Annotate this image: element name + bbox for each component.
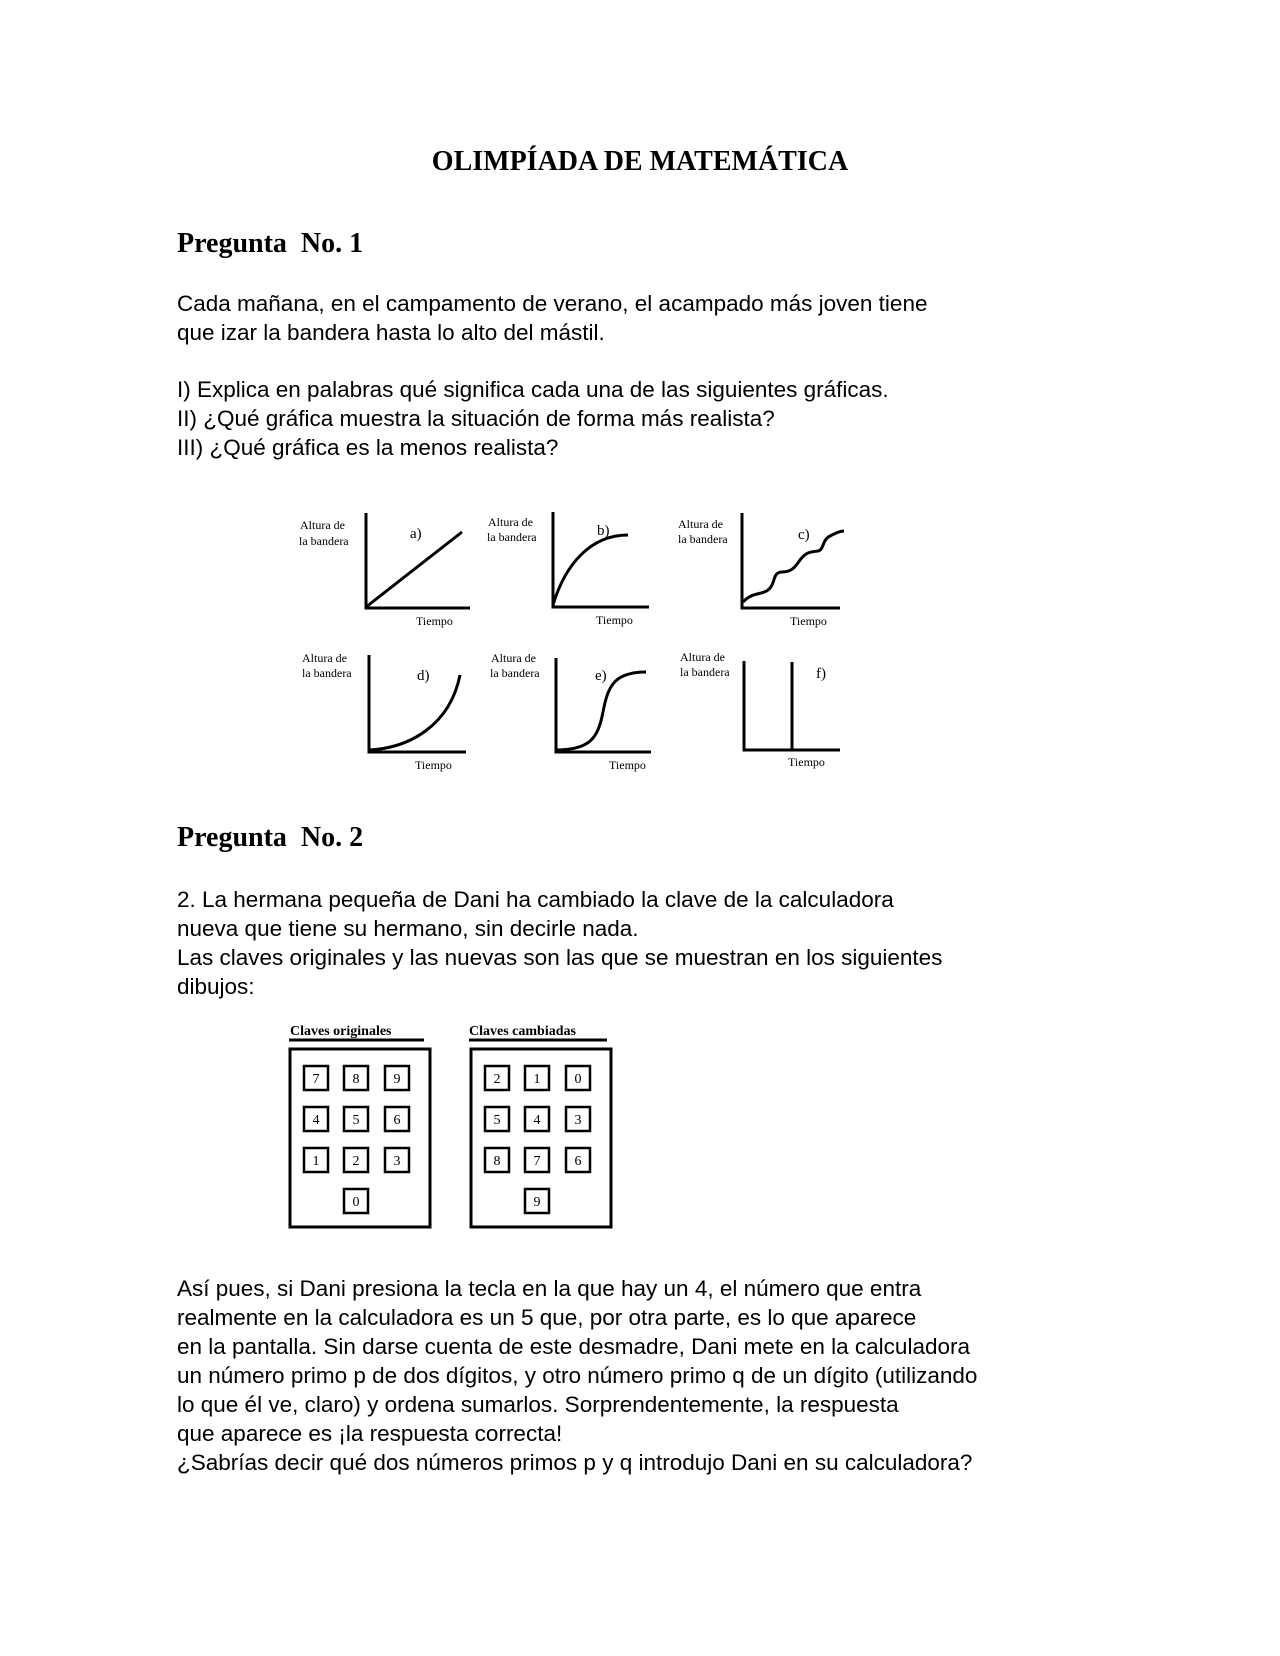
graph-c-label: c): [798, 527, 810, 543]
graph-d-ylabel: Altura de: [302, 651, 347, 665]
changed-key-5: 5: [493, 1113, 501, 1128]
changed-key-6: 6: [574, 1154, 582, 1169]
changed-key-4: 4: [533, 1113, 541, 1128]
text-line: en la pantalla. Sin darse cuenta de este desmadre, Dani mete en la calculadora: [177, 1334, 970, 1359]
original-key-9: 9: [393, 1072, 401, 1087]
changed-keypad-keys: [485, 1066, 590, 1213]
text-line: que izar la bandera hasta lo alto del mástil.: [177, 320, 605, 345]
graph-c-xlabel: Tiempo: [790, 614, 827, 628]
text-line: que aparece es ¡la respuesta correcta!: [177, 1421, 563, 1446]
graph-a-ylabel: Altura de: [300, 518, 345, 532]
original-key-4: 4: [312, 1113, 320, 1128]
changed-key-2: 2: [493, 1072, 501, 1087]
original-key-8: 8: [352, 1072, 360, 1087]
text-line: nueva que tiene su hermano, sin decirle nada.: [177, 916, 639, 941]
graph-b-xlabel: Tiempo: [596, 613, 633, 627]
graph-b-label: b): [597, 523, 610, 539]
changed-key-8: 8: [493, 1154, 501, 1169]
text-line: III) ¿Qué gráfica es la menos realista?: [177, 435, 559, 460]
graph-e-ylabel: Altura de: [491, 651, 536, 665]
graph-f-ylabel: Altura de: [680, 650, 725, 664]
graph-f-label: f): [816, 666, 826, 682]
page-title: OLIMPÍADA DE MATEMÁTICA: [431, 146, 849, 177]
text-line: I) Explica en palabras qué significa cada una de las siguientes gráficas.: [177, 377, 889, 402]
original-key-6: 6: [393, 1113, 401, 1128]
original-key-3: 3: [393, 1154, 401, 1169]
text-line: ¿Sabrías decir qué dos números primos p y q introdujo Dani en su calculadora?: [177, 1450, 973, 1475]
graph-c-ylabel: Altura de: [678, 517, 723, 531]
graph-e-xlabel: Tiempo: [609, 758, 646, 772]
text-line: dibujos:: [177, 974, 255, 999]
graph-b-ylabel: Altura de: [488, 515, 533, 529]
question-1-heading: Pregunta No. 1: [177, 228, 364, 259]
graph-e-ylabel-2: la bandera: [490, 666, 540, 680]
original-key-5: 5: [352, 1113, 360, 1128]
text-line: un número primo p de dos dígitos, y otro número primo q de un dígito (utilizando: [177, 1363, 978, 1388]
changed-key-0: 0: [574, 1072, 582, 1087]
original-key-1: 1: [312, 1154, 320, 1169]
text-line: Así pues, si Dani presiona la tecla en la que hay un 4, el número que entra: [177, 1276, 922, 1301]
question-2-body: [177, 1274, 1197, 1477]
original-key-0: 0: [352, 1195, 360, 1210]
graph-d-xlabel: Tiempo: [415, 758, 452, 772]
original-keypad-title: Claves originales: [290, 1024, 392, 1039]
graph-e-label: e): [595, 668, 607, 684]
original-key-7: 7: [312, 1072, 320, 1087]
text-line: Las claves originales y las nuevas son las que se muestran en los siguientes: [177, 945, 943, 970]
changed-key-9: 9: [533, 1195, 541, 1210]
changed-keypad-title: Claves cambiadas: [469, 1024, 576, 1039]
graph-c-ylabel-2: la bandera: [678, 532, 728, 546]
original-keypad-keys: [304, 1066, 409, 1213]
changed-key-1: 1: [533, 1072, 541, 1087]
text-line: II) ¿Qué gráfica muestra la situación de forma más realista?: [177, 406, 775, 431]
graph-f-xlabel: Tiempo: [788, 755, 825, 769]
graph-a-label: a): [410, 526, 422, 542]
text-line: Cada mañana, en el campamento de verano, el acampado más joven tiene: [177, 291, 928, 316]
graph-f-ylabel-2: la bandera: [680, 665, 730, 679]
original-key-2: 2: [352, 1154, 360, 1169]
graph-d-label: d): [417, 668, 430, 684]
changed-key-7: 7: [533, 1154, 541, 1169]
graph-a-xlabel: Tiempo: [416, 614, 453, 628]
text-line: 2. La hermana pequeña de Dani ha cambiado la clave de la calculadora: [177, 887, 894, 912]
graph-a-ylabel-2: la bandera: [299, 534, 349, 548]
text-line: lo que él ve, claro) y ordena sumarlos. Sorprendentemente, la respuesta: [177, 1392, 899, 1417]
graph-b-ylabel-2: la bandera: [487, 530, 537, 544]
changed-key-3: 3: [574, 1113, 582, 1128]
text-line: realmente en la calculadora es un 5 que, por otra parte, es lo que aparece: [177, 1305, 917, 1330]
question-2-heading: Pregunta No. 2: [177, 822, 364, 853]
graph-d-ylabel-2: la bandera: [302, 666, 352, 680]
